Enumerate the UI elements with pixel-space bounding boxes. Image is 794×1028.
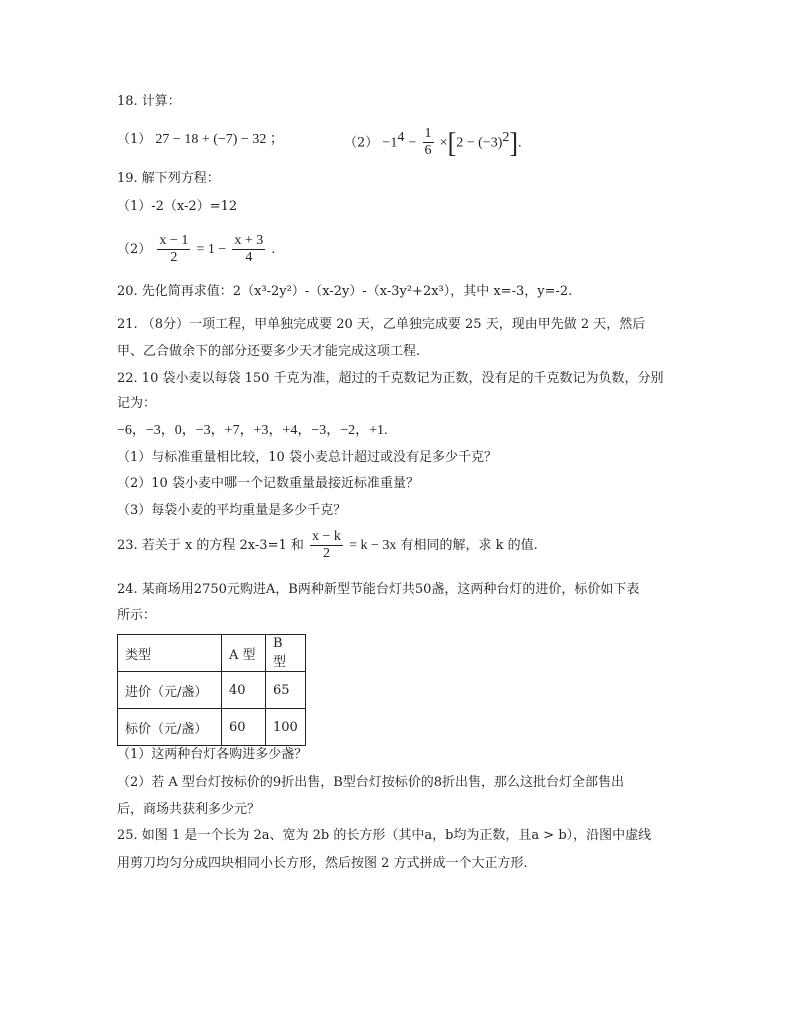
q18-title: 18. 计算： [117,94,181,109]
q23 [117,528,538,564]
q18-part2 [344,120,522,161]
fraction-numerator: 1 [424,126,432,142]
q23-mid: = k − 3x [349,538,397,553]
q24-line2: 所示： [117,608,157,623]
q18-part2-inner: 2 − (−3) [456,135,503,151]
table-row [118,672,306,709]
table-cell: 100 [266,709,306,746]
q22-sub2: （2）10 袋小麦中哪一个记数重量最接近标准重量？ [117,476,419,491]
q19-part2-end: . [271,242,275,257]
q22-values: −6，−3，0，−3，+7，+3，+4，−3，−2，+1. [117,423,388,438]
price-table [117,634,306,746]
q22-line1: 22. 10 袋小麦以每袋 150 千克为准，超过的千克数记为正数，没有足的千克数记为负数，分别 [117,371,664,386]
q18-part2-times: × [439,135,448,151]
fraction-denominator: 2 [322,546,330,561]
q25-line1: 25. 如图 1 是一个长为 2a、宽为 2b 的长方形（其中a，b均为正数，且a > b），沿图中虚线 [117,828,652,843]
q18-part2-a: −1 [382,135,398,151]
q24-sub2: （2）若 A 型台灯按标价的9折出售，B型台灯按标价的8折出售，那么这批台灯全部售出 [117,775,625,790]
table-cell: 进价（元/盏） [118,672,222,709]
table-cell: A 型 [222,635,266,672]
q18-part2-minus: − [408,135,417,151]
table-cell: B 型 [266,635,306,672]
table-row [118,709,306,746]
q18-part1-label: （1） [117,132,152,147]
q19-fraction-left [157,233,190,266]
table-cell: 标价（元/盏） [118,709,222,746]
fraction-denominator: 4 [245,250,253,265]
q23-pre: 23. 若关于 x 的方程 2x-3=1 和 [117,538,304,553]
q22-line2: 记为： [117,396,157,411]
q21-line1: 21. （8分）一项工程，甲单独完成要 20 天，乙单独完成要 25 天，现由甲先做 2 天，然后 [117,317,646,332]
left-bracket: [ [447,126,457,159]
fraction-numerator: x + 3 [234,233,264,248]
fraction-denominator: 2 [170,250,178,265]
q18-part2-label: （2） [344,135,379,151]
q22-sub1: （1）与标准重量相比较，10 袋小麦总计超过或没有足多少千克？ [117,450,497,465]
fraction-numerator: x − 1 [159,233,189,248]
q23-fraction [310,529,343,562]
q18-part2-exp: 4 [397,130,405,145]
fraction-numerator: x − k [312,529,341,544]
q20-text: 20. 先化简再求值：2（x³-2y²）-（x-2y）-（x-3y²+2x³），其中 x=-3，y=-2. [117,284,573,299]
table-cell: 60 [222,709,266,746]
q18-part2-fraction [423,126,434,159]
q19-part2-label: （2） [117,242,152,257]
table-cell: 40 [222,672,266,709]
q23-post: 有相同的解，求 k 的值. [400,538,538,553]
q18-part2-exp2: 2 [502,130,510,145]
q21-line2: 甲、乙合做余下的部分还要多少天才能完成这项工程. [117,344,421,359]
q19-part1: （1）-2（x-2）=12 [117,199,238,214]
q24-sub1: （1）这两种台灯各购进多少盏？ [117,747,308,762]
q24-line1: 24. 某商场用2750元购进A，B两种新型节能台灯共50盏，这两种台灯的进价，标价如下表 [117,582,640,597]
q25-line2: 用剪刀均匀分成四块相同小长方形，然后按图 2 方式拼成一个大正方形. [117,856,528,871]
q18-part1-expr: 27 − 18 + (−7) − 32 ； [155,132,284,147]
q19-title: 19. 解下列方程： [117,171,220,186]
table-cell: 类型 [118,635,222,672]
q18-part2-end: . [518,135,522,151]
q24-sub3: 后，商场共获利多少元？ [117,802,261,817]
right-bracket: ] [509,126,519,159]
table-cell: 65 [266,672,306,709]
table-row [118,635,306,672]
q19-fraction-right [232,233,265,266]
q22-sub3: （3）每袋小麦的平均重量是多少千克？ [117,503,347,518]
q19-part2 [117,232,275,268]
fraction-denominator: 6 [424,143,432,159]
q19-part2-mid: = 1 − [196,242,227,257]
q18-part1 [117,131,284,149]
